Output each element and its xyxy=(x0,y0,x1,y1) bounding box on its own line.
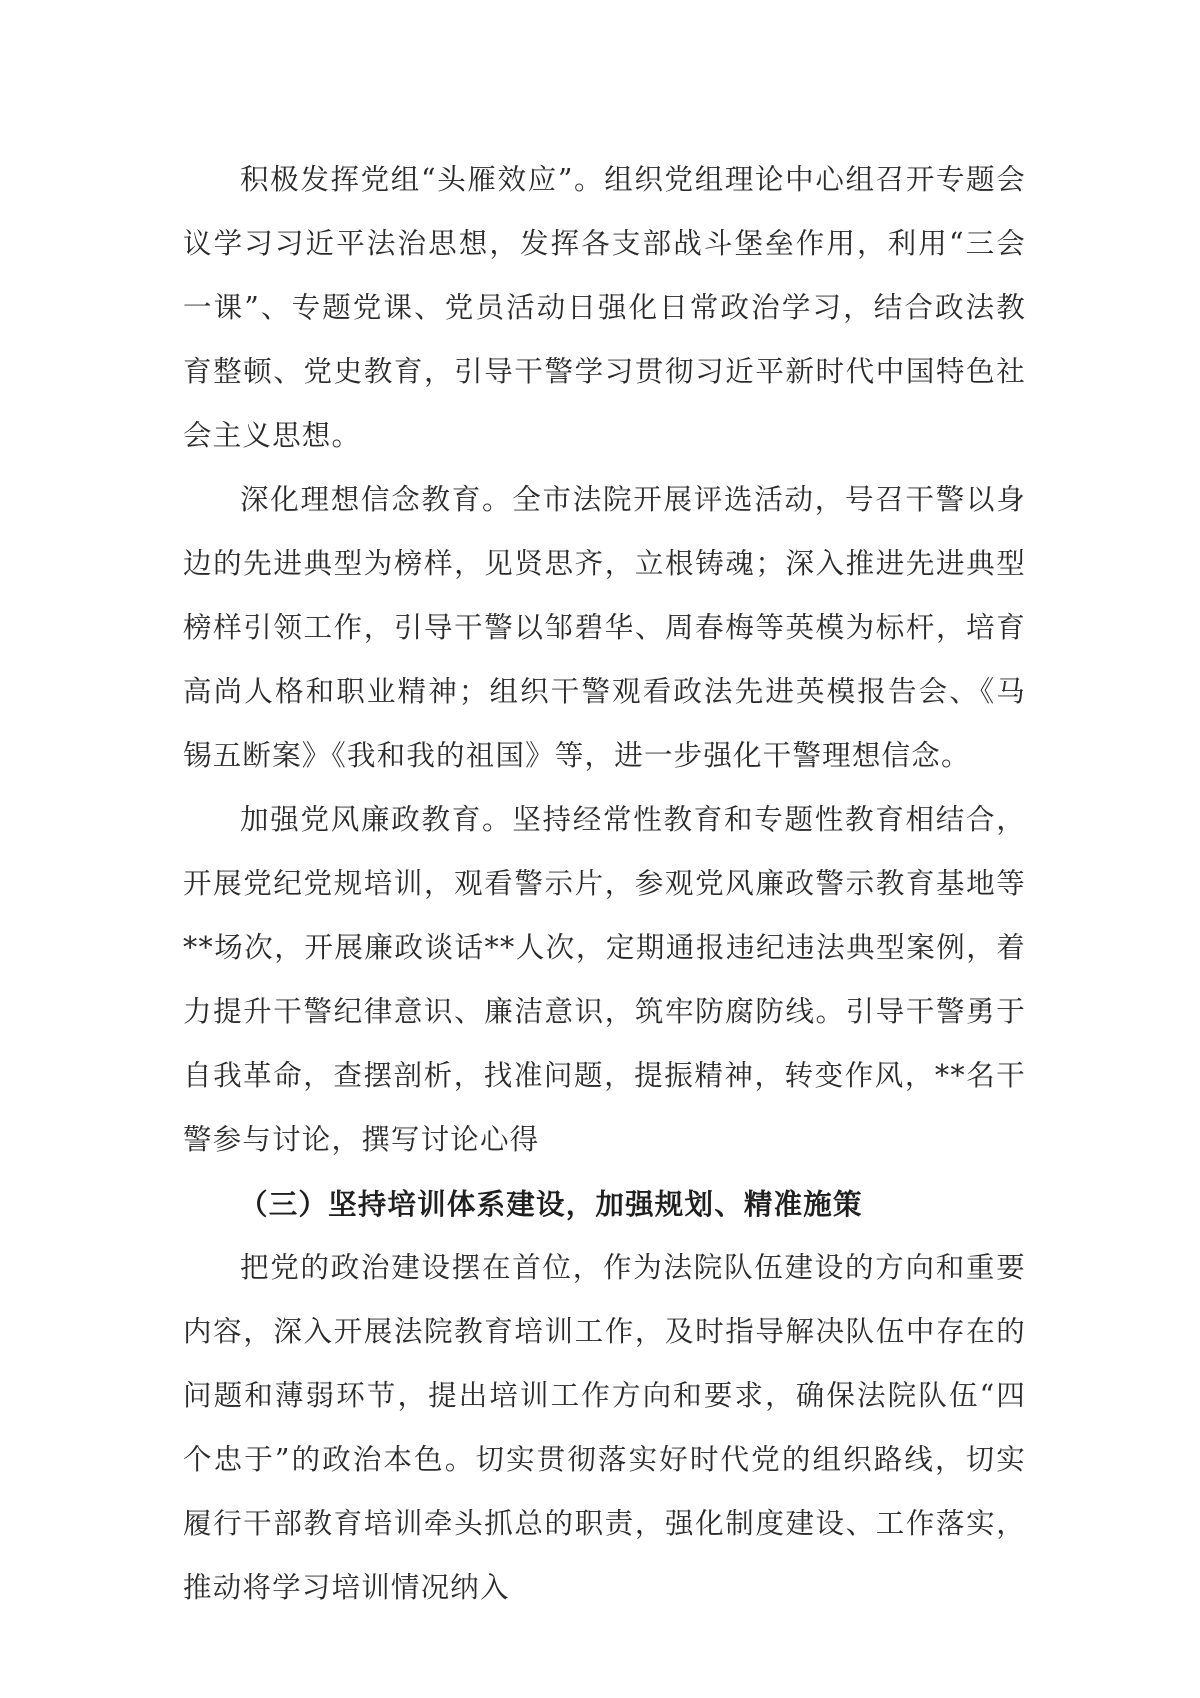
paragraph-training-system: 把党的政治建设摆在首位，作为法院队伍建设的方向和重要内容，深入开展法院教育培训工作，及时指导解决队伍中存在的问题和薄弱环节，提出培训工作方向和要求，确保法院队伍“四个忠于”的政治本色。切实贯彻落实好时代党的组织路线，切实履行干部教育培训牵头抓总的职责，强化制度建设、工作落实，推动将学习培训情况纳入 xyxy=(183,1251,1026,1604)
paragraph-integrity-education: 加强党风廉政教育。坚持经常性教育和专题性教育相结合，开展党纪党规培训，观看警示片，参观党风廉政警示教育基地等**场次，开展廉政谈话**人次，定期通报违纪违法典型案例，着力提升干警纪律意识、廉洁意识，筑牢防腐防线。引导干警勇于自我革命，查摆剖析，找准问题，提振精神，转变作风，**名干警参与讨论，撰写讨论心得 xyxy=(183,803,1026,1156)
paragraph-ideals-education: 深化理想信念教育。全市法院开展评选活动，号召干警以身边的先进典型为榜样，见贤思齐，立根铸魂；深入推进先进典型榜样引领工作，引导干警以邹碧华、周春梅等英模为标杆，培育高尚人格和职业精神；组织干警观看政法先进英模报告会、《马锡五断案》《我和我的祖国》等，进一步强化干警理想信念。 xyxy=(183,483,1026,772)
paragraph-party-leadership: 积极发挥党组“头雁效应”。组织党组理论中心组召开专题会议学习习近平法治思想，发挥各支部战斗堡垒作用，利用“三会一课”、专题党课、党员活动日强化日常政治学习，结合政法教育整顿、党史教育，引导干警学习贯彻习近平新时代中国特色社会主义思想。 xyxy=(183,163,1026,452)
section-heading: （三）坚持培训体系建设，加强规划、精准施策 xyxy=(239,1187,863,1221)
document-body xyxy=(183,148,1026,1620)
